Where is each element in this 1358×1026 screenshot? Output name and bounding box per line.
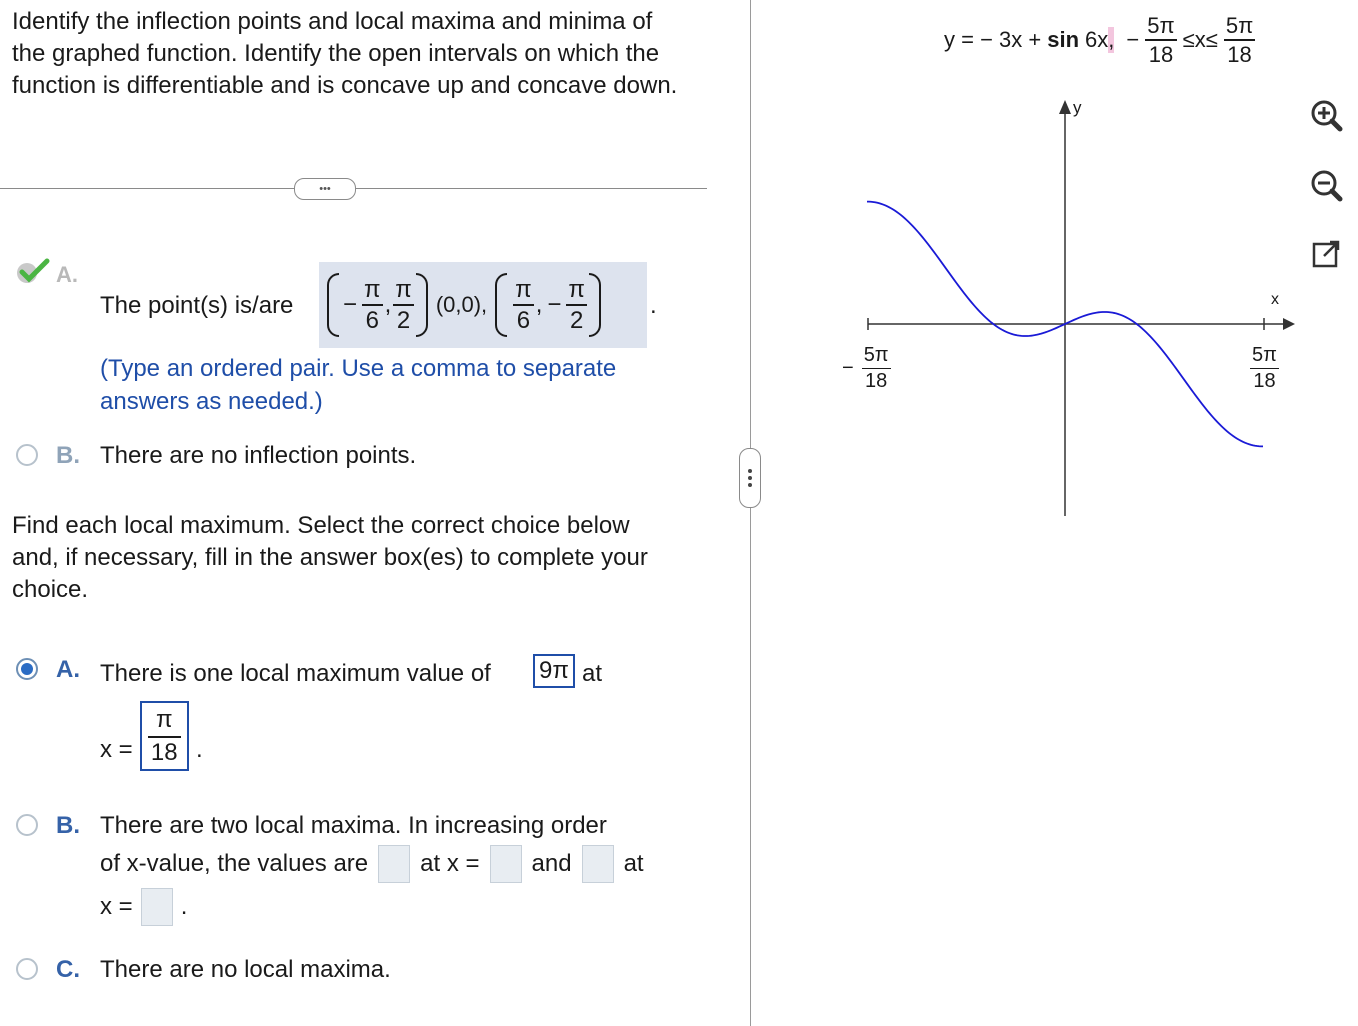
local-max-option-b-radio[interactable] <box>16 814 38 836</box>
inflection-option-b-text: There are no inflection points. <box>100 442 417 469</box>
x-max-tick-label: $\frac{5\pi}{18}$ <box>1252 344 1277 392</box>
local-max-instruction: Find each local maximum. Select the correct choice below and, if necessary, fill in the answer box(es) to complete your choice. <box>12 512 648 603</box>
x-axis-label: x <box>1271 291 1279 308</box>
local-max-option-b-text: There are two local maxima. In increasing order <box>100 812 607 839</box>
x-min-tick-label: − $\frac{5\pi}{18}$ <box>842 344 889 392</box>
local-max-option-b-line3: x = . <box>100 888 187 926</box>
zoom-in-icon[interactable] <box>1306 96 1346 136</box>
local-max-option-a-radio[interactable] <box>16 658 38 680</box>
period: . <box>196 736 203 763</box>
p3-y-frac: $\frac{\pi}{2}$ <box>568 275 585 334</box>
period: . <box>650 292 657 319</box>
local-max-value-input[interactable]: 9π <box>533 654 575 688</box>
question-prompt: Identify the inflection points and local maxima and minima of the graphed function. Identify the open intervals on which the function is differentiable and is concave up and concave down. <box>12 8 678 99</box>
paren <box>327 273 339 337</box>
inflection-option-b-radio[interactable] <box>16 444 38 466</box>
function-graph <box>840 90 1320 530</box>
correct-check-icon <box>14 258 50 286</box>
point-origin: (0,0), <box>435 292 488 317</box>
more-options-icon[interactable] <box>739 448 761 508</box>
local-max-option-b-letter: B. <box>56 812 80 839</box>
local-max-x-input[interactable]: $\frac{\pi}{18}$ <box>140 701 189 771</box>
y-axis-label: y <box>1073 98 1082 117</box>
expand-more-button[interactable]: ••• <box>294 178 356 200</box>
first-max-value-input[interactable] <box>378 845 410 883</box>
p1-x-frac: $\frac{\pi}{6}$ <box>364 275 381 334</box>
p3-x-frac: $\frac{\pi}{6}$ <box>515 275 532 334</box>
popout-icon[interactable] <box>1306 234 1346 274</box>
second-max-x-input[interactable] <box>141 888 173 926</box>
x-equals-label: x = <box>100 736 133 763</box>
paren <box>495 273 507 337</box>
second-max-value-input[interactable] <box>582 845 614 883</box>
at-label: at <box>582 660 603 687</box>
panel-splitter[interactable] <box>750 0 751 1026</box>
minus-sign: − <box>343 291 358 318</box>
local-max-option-a-text: There is one local maximum value of <box>100 660 491 687</box>
first-max-x-input[interactable] <box>490 845 522 883</box>
paren <box>589 273 601 337</box>
minus-sign: − <box>547 291 562 318</box>
local-max-option-a-letter: A. <box>56 656 80 683</box>
comma: , <box>535 291 543 318</box>
local-max-option-c-radio[interactable] <box>16 958 38 980</box>
inflection-option-a-label: The point(s) is/are <box>100 292 294 319</box>
local-max-option-c-letter: C. <box>56 956 80 983</box>
local-max-option-c-text: There are no local maxima. <box>100 956 391 983</box>
x-axis-arrow <box>1283 318 1295 330</box>
zoom-out-icon[interactable] <box>1306 166 1346 206</box>
p1-y-frac: $\frac{\pi}{2}$ <box>395 275 412 334</box>
paren <box>416 273 428 337</box>
inflection-answer-box[interactable] <box>319 262 647 348</box>
y-axis-arrow <box>1059 100 1071 114</box>
function-equation: y = − 3x + sin 6x, − $\frac{5\pi}{18}$ ≤x≤ $\frac{5\pi}{18}$ <box>944 13 1254 68</box>
inflection-hint: (Type an ordered pair. Use a comma to separate answers as needed.) <box>100 355 617 415</box>
local-max-option-b-line2: of x-value, the values are at x = and at <box>100 845 644 883</box>
inflection-option-b-letter: B. <box>56 442 80 469</box>
inflection-option-a-letter: A. <box>56 262 78 287</box>
comma: , <box>384 291 392 318</box>
